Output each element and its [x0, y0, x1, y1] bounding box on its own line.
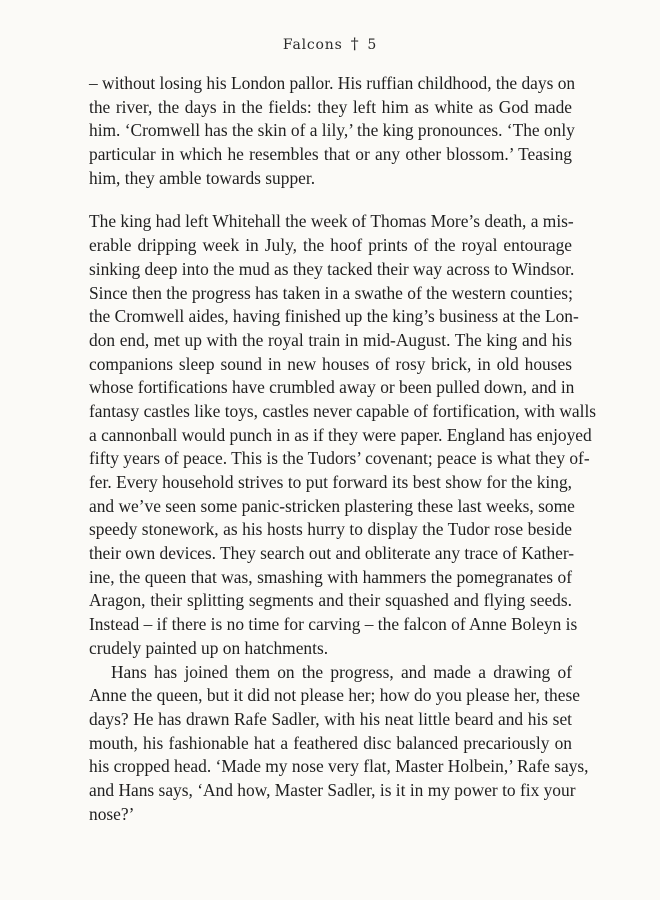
- paragraph-break: [89, 190, 572, 210]
- text-line: days? He has drawn Rafe Sadler, with his neat little beard and his set: [89, 708, 572, 729]
- text-line: the river, the days in the fields: they left him as white as God made: [89, 96, 572, 117]
- text-line: his cropped head. ‘Made my nose very flat, Master Holbein,’ Rafe says,: [89, 756, 589, 777]
- text-line: ine, the queen that was, smashing with hammers the pomegranates of: [89, 566, 572, 587]
- text-line: fifty years of peace. This is the Tudors’ covenant; peace is what they of-: [89, 448, 590, 469]
- text-line: – without losing his London pallor. His ruffian childhood, the days on: [89, 73, 576, 93]
- text-line: fer. Every household strives to put forward its best show for the king,: [89, 472, 572, 492]
- page-number: 5: [367, 37, 378, 53]
- text-line: Instead – if there is no time for carving – the falcon of Anne Boleyn is: [89, 614, 578, 635]
- text-line: nose?’: [89, 803, 135, 824]
- text-line: their own devices. They search out and obliterate any trace of Kather-: [89, 543, 575, 564]
- text-line: mouth, his fashionable hat a feathered disc balanced precariously on: [89, 732, 572, 753]
- running-head: [0, 34, 660, 53]
- text-line: the Cromwell aides, having finished up the king’s business at the Lon-: [89, 306, 579, 327]
- text-line: a cannonball would punch in as if they were paper. England has enjoyed: [89, 424, 592, 445]
- text-line: don end, met up with the royal train in mid-August. The king and his: [89, 329, 572, 350]
- dagger-icon: †: [350, 34, 360, 53]
- text-line: companions sleep sound in new houses of rosy brick, in old houses: [89, 353, 572, 374]
- text-line: particular in which he resembles that or any other blossom.’ Teasing: [89, 144, 572, 165]
- paragraph-3: [89, 661, 589, 827]
- body-text: [89, 72, 597, 826]
- text-line: The king had left Whitehall the week of Thomas More’s death, a mis-: [89, 211, 574, 232]
- text-line: Aragon, their splitting segments and their squashed and flying seeds.: [89, 590, 572, 611]
- text-line: fantasy castles like toys, castles never capable of fortification, with walls: [89, 400, 597, 421]
- section-title: Falcons: [282, 37, 343, 53]
- text-line: him. ‘Cromwell has the skin of a lily,’ the king pronounces. ‘The only: [89, 120, 575, 141]
- text-line: crudely painted up on hatchments.: [89, 637, 329, 658]
- text-line: erable dripping week in July, the hoof prints of the royal entourage: [89, 235, 572, 256]
- paragraph-1: [89, 72, 576, 190]
- text-line: and Hans says, ‘And how, Master Sadler, is it in my power to fix your: [89, 779, 576, 800]
- text-line: whose fortifications have crumbled away or been pulled down, and in: [89, 377, 575, 398]
- text-line: him, they amble towards supper.: [89, 167, 316, 188]
- text-line: speedy stonework, as his hosts hurry to display the Tudor rose beside: [89, 519, 572, 540]
- text-line: Anne the queen, but it did not please her; how do you please her, these: [89, 685, 580, 706]
- text-line: sinking deep into the mud as they tacked their way across to Windsor.: [89, 258, 575, 279]
- text-line: Hans has joined them on the progress, and made a drawing of: [111, 661, 572, 682]
- text-line: Since then the progress has taken in a swathe of the western counties;: [89, 282, 573, 303]
- paragraph-2: [89, 210, 597, 660]
- text-line: and we’ve seen some panic-stricken plastering these last weeks, some: [89, 495, 575, 516]
